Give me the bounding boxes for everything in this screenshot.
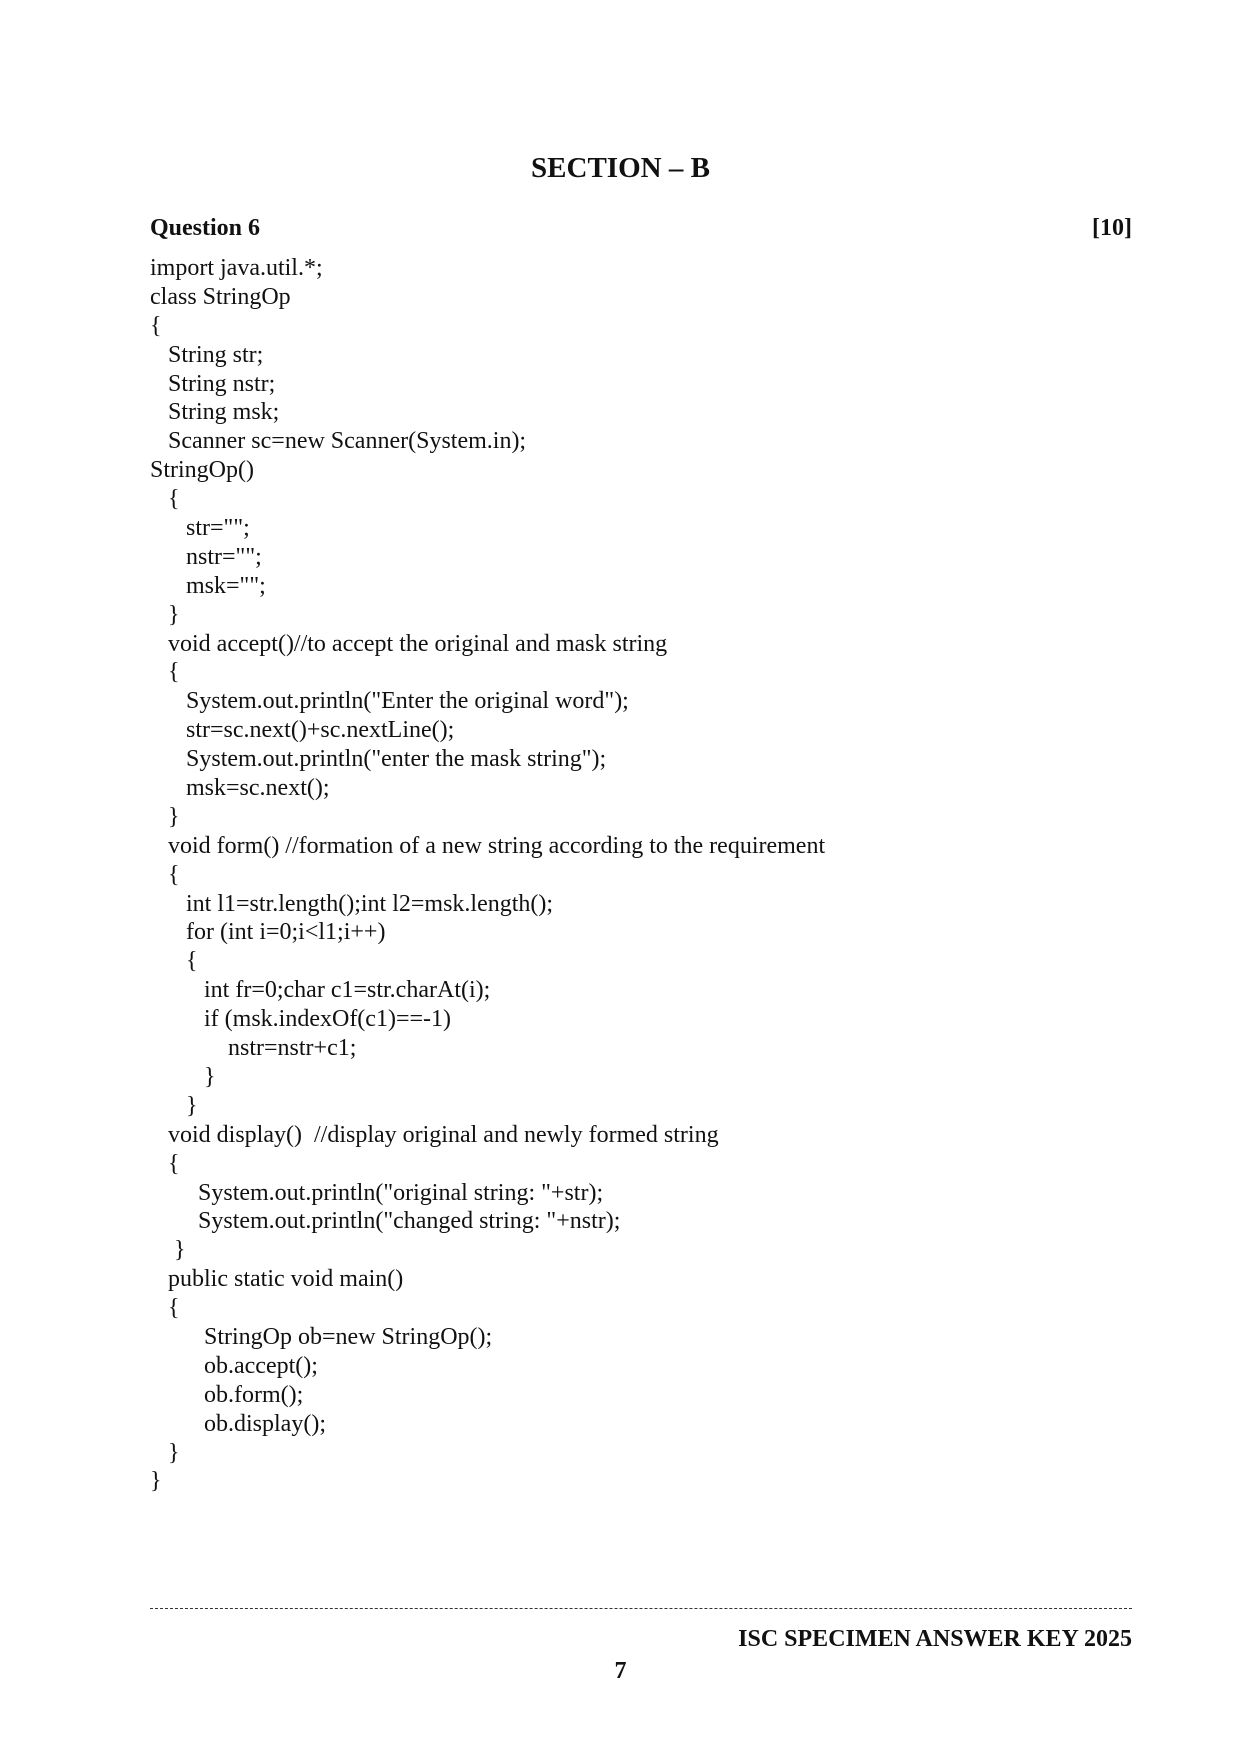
code-line: System.out.println("changed string: "+nstr); [150,1208,621,1235]
code-line: void form() //formation of a new string according to the requirement [150,832,826,859]
code-line: } [150,1092,198,1119]
code-line: nstr=nstr+c1; [150,1035,357,1062]
code-line: System.out.println("original string: "+str); [150,1179,604,1206]
footer-divider [150,1608,1132,1609]
code-line: { [150,948,198,975]
code-line: nstr=""; [150,543,262,570]
code-line: } [150,1439,180,1466]
code-line: } [150,803,180,830]
code-line: public static void main() [150,1266,404,1293]
code-line: StringOp ob=new StringOp(); [150,1323,493,1350]
code-line: msk=sc.next(); [150,775,330,802]
page-number: 7 [614,1658,627,1684]
code-line: ob.form(); [150,1381,304,1408]
code-line: import java.util.*; [150,255,323,281]
code-line: void display() //display original and newly formed string [150,1121,719,1148]
code-line: str=""; [150,515,250,542]
question-label: Question 6 [150,215,261,241]
code-line: } [150,1063,216,1090]
section-title: SECTION – B [531,152,710,184]
code-line: if (msk.indexOf(c1)==-1) [150,1006,451,1033]
code-line: ob.accept(); [150,1352,318,1379]
code-line: } [150,1468,162,1495]
code-line: Scanner sc=new Scanner(System.in); [150,428,527,455]
code-line: for (int i=0;i<l1;i++) [150,919,386,946]
code-line: { [150,861,180,888]
code-line: } [150,1237,186,1264]
code-line: StringOp() [150,457,254,484]
code-line: ob.display(); [150,1410,326,1437]
code-line: { [150,312,162,339]
code-block [150,254,825,1496]
code-line: String msk; [150,399,280,426]
code-line: msk=""; [150,572,266,599]
code-line: class StringOp [150,283,291,310]
code-line: void accept()//to accept the original and mask string [150,630,668,657]
code-line: { [150,659,180,686]
code-line: } [150,601,180,628]
code-line: String str; [150,341,264,368]
code-line: String nstr; [150,370,276,397]
code-line: { [150,1150,180,1177]
code-line: int l1=str.length();int l2=msk.length(); [150,890,554,917]
code-line: int fr=0;char c1=str.charAt(i); [150,977,491,1004]
question-marks: [10] [1092,215,1132,241]
code-line: str=sc.next()+sc.nextLine(); [150,717,455,744]
code-line: System.out.println("enter the mask string"); [150,746,607,773]
code-line: System.out.println("Enter the original word"); [150,688,629,715]
code-line: { [150,1295,180,1322]
footer-answer-key: ISC SPECIMEN ANSWER KEY 2025 [738,1626,1132,1652]
code-line: { [150,486,180,513]
